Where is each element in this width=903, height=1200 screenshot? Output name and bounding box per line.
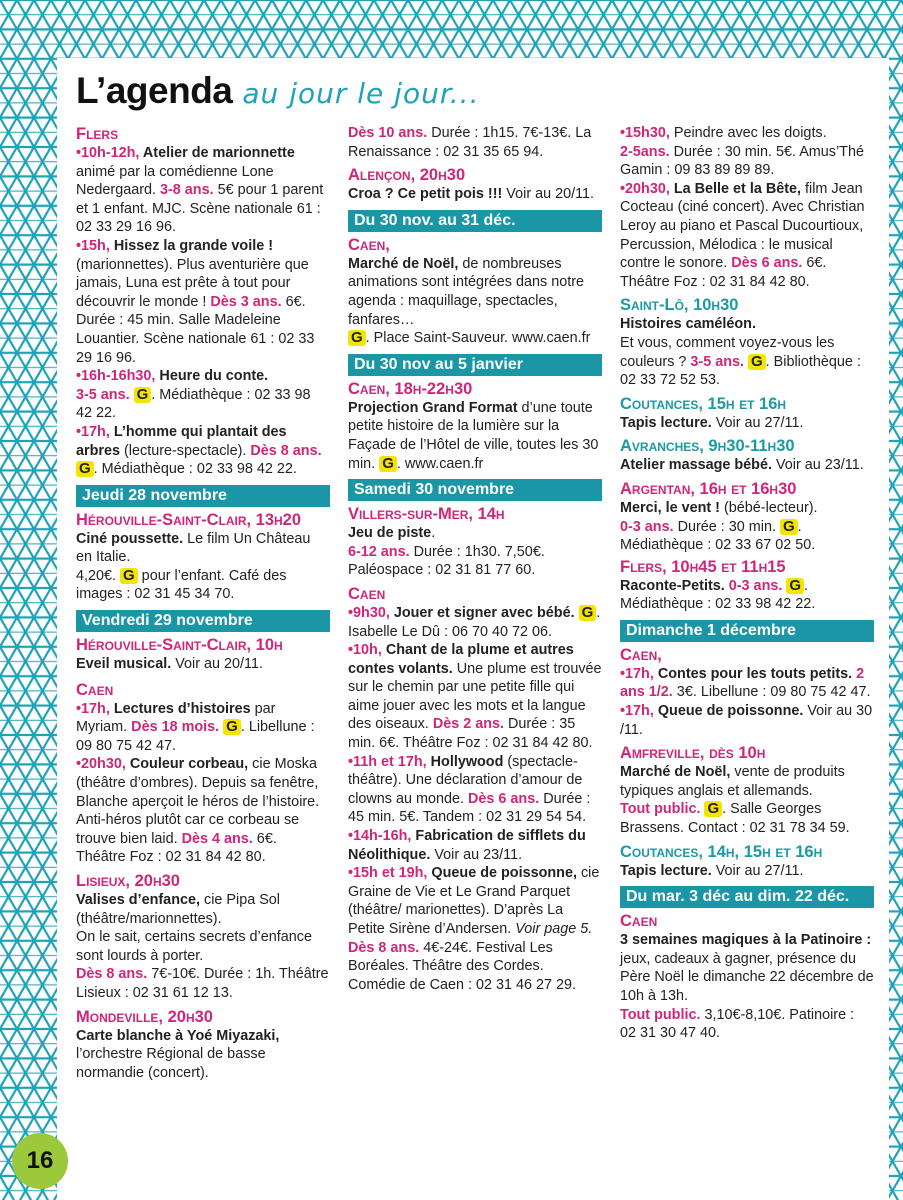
column-1 bbox=[76, 124, 330, 1082]
event-entry: Projection Grand Format d’une toute petite histoire de la lumière sur la Façade de l’Hôtel de ville, toutes les 30 min. G . www.caen.fr bbox=[348, 399, 599, 472]
date-header: Du 30 nov. au 31 déc. bbox=[348, 210, 602, 232]
title-script: au jour le jour... bbox=[242, 77, 480, 110]
event-entry: Carte blanche à Yoé Miyazaki, l’orchestre Régional de basse normandie (concert). bbox=[76, 1027, 280, 1081]
event-entry: •17h, Lectures d’histoires par Myriam. Dès 18 mois. G . Libellune : 09 80 75 42 47. bbox=[76, 700, 315, 754]
date-header: Samedi 30 novembre bbox=[348, 479, 602, 501]
event-entry: •17h, L’homme qui plantait des arbres (lecture-spectacle). Dès 8 ans. G . Médiathèque : 02 33 98 42 22. bbox=[76, 423, 322, 478]
free-badge: G bbox=[348, 330, 366, 346]
city-heading: Caen bbox=[620, 912, 658, 931]
title-main: L’agenda bbox=[76, 70, 233, 111]
column-3 bbox=[620, 124, 874, 1043]
date-header: Dimanche 1 décembre bbox=[620, 620, 874, 642]
event-entry: Valises d’enfance, cie Pipa Sol (théâtre/marionnettes). On le sait, certains secrets d’enfance sont lourds à porter. Dès 8 ans. 7€-10€. Durée : 1h. Théâtre Lisieux : 02 31 61 12 13. bbox=[76, 892, 329, 1001]
page-number: 16 bbox=[12, 1133, 68, 1189]
free-badge: G bbox=[579, 605, 597, 621]
event-entry: •20h30, Couleur corbeau, cie Moska (théâtre d’ombres). Depuis sa fenêtre, Blanche aperçoit le héros de l’histoire. Anti-héros plutôt car ce corbeau se trouve bien laid. Dès 4 ans. 6€. Théâtre Foz : 02 31 84 42 80. bbox=[76, 756, 320, 866]
event-entry: Marché de Noël, vente de produits typiques anglais et allemands. Tout public. G . Salle Georges Brassens. Contact : 02 31 78 34 59. bbox=[620, 764, 850, 837]
event-entry: •15h et 19h, Queue de poissonne, cie Graine de Vie et Le Grand Parquet (théâtre/ marionettes). D’après La Petite Sirène d’Andersen. Voir page 5. Dès 8 ans. 4€-24€. Festival Les Boréales. Théâtre des Cordes. Comédie de Caen : 02 31 46 27 29. bbox=[348, 865, 600, 993]
city-heading: Avranches, 9h30-11h30 bbox=[620, 437, 795, 456]
event-entry: •20h30, La Belle et la Bête, film Jean Cocteau (ciné concert). Avec Christian Leroy au piano et Pascal Ducourtioux, Percussion, Mélodica : le musical contre le sonore. Dès 6 ans. 6€. Théâtre Foz : 02 31 84 42 80. bbox=[620, 180, 865, 290]
page-title bbox=[76, 70, 479, 112]
free-badge: G bbox=[748, 354, 766, 370]
free-badge: G bbox=[223, 719, 241, 735]
event-entry: Merci, le vent ! (bébé-lecteur). 0-3 ans. Durée : 30 min. G . Médiathèque : 02 33 67 02 50. bbox=[620, 499, 818, 554]
city-heading: Amfreville, dès 10h bbox=[620, 744, 766, 763]
free-badge: G bbox=[120, 568, 138, 584]
city-heading: Saint-Lô, 10h30 bbox=[620, 296, 739, 315]
event-entry: Atelier massage bébé. Voir au 23/11. bbox=[620, 457, 864, 474]
city-heading: Coutances, 15h et 16h bbox=[620, 394, 787, 413]
event-entry: •11h et 17h, Hollywood (spectacle-théâtre). Une déclaration d’amour de clowns au monde. Dès 6 ans. Durée : 45 min. 5€. Tandem : 02 31 29 54 54. bbox=[348, 753, 591, 826]
event-entry: •15h30, Peindre avec les doigts. 2-5ans. Durée : 30 min. 5€. Amus’Thé Gamin : 09 83 89 89 89. bbox=[620, 125, 864, 179]
city-heading: Hérouville-Saint-Clair, 10h bbox=[76, 636, 283, 655]
free-badge: G bbox=[76, 461, 94, 477]
city-heading: Caen bbox=[348, 584, 386, 603]
date-header: Du 30 nov au 5 janvier bbox=[348, 354, 602, 376]
event-entry: •9h30, Jouer et signer avec bébé. G . Isabelle Le Dû : 06 70 40 72 06. bbox=[348, 603, 601, 640]
event-entry: •17h, Queue de poissonne. Voir au 30 /11. bbox=[620, 703, 873, 738]
city-heading: Alençon, 20h30 bbox=[348, 166, 466, 185]
city-heading: Villers-sur-Mer, 14h bbox=[348, 505, 505, 524]
city-heading: Caen, bbox=[620, 645, 662, 664]
event-entry: •17h, Contes pour les touts petits. 2 ans 1/2. 3€. Libellune : 09 80 75 42 47. bbox=[620, 665, 871, 701]
event-entry: Tapis lecture. Voir au 27/11. bbox=[620, 862, 804, 879]
city-heading: Mondeville, 20h30 bbox=[76, 1007, 213, 1026]
city-heading: Coutances, 14h, 15h et 16h bbox=[620, 842, 823, 861]
event-entry: Dès 10 ans. Durée : 1h15. 7€-13€. La Renaissance : 02 31 35 65 94. bbox=[348, 125, 592, 160]
event-entry: 3 semaines magiques à la Patinoire : jeux, cadeaux à gagner, présence du Père Noël le dimanche 22 décembre de 10h à 13h. Tout public. 3,10€-8,10€. Patinoire : 02 31 30 47 40. bbox=[620, 932, 874, 1042]
date-header: Vendredi 29 novembre bbox=[76, 610, 330, 632]
event-entry: •10h-12h, Atelier de marionnette animé par la comédienne Lone Nedergaard. 3-8 ans. 5€ pour 1 parent et 1 enfant. MJC. Scène nationale 61 : 02 33 29 16 96. bbox=[76, 145, 324, 236]
city-heading: Flers, 10h45 et 11h15 bbox=[620, 557, 786, 576]
event-entry: Tapis lecture. Voir au 27/11. bbox=[620, 414, 804, 431]
event-entry: Croa ? Ce petit pois !!! Voir au 20/11. bbox=[348, 186, 595, 203]
city-heading: Caen, 18h-22h30 bbox=[348, 379, 473, 398]
event-entry: •14h-16h, Fabrication de sifflets du Néolithique. Voir au 23/11. bbox=[348, 828, 586, 863]
event-entry: •16h-16h30, Heure du conte. 3-5 ans. G . Médiathèque : 02 33 98 42 22. bbox=[76, 368, 311, 422]
event-entry: •15h, Hissez la grande voile ! (marionnettes). Plus aventurière que jamais, Luna est prête à tout pour découvrir le monde ! Dès 3 ans. 6€. Durée : 45 min. Salle Madeleine Louantier. Scène nationale 61 : 02 33 29 16 96. bbox=[76, 237, 315, 366]
free-badge: G bbox=[379, 456, 397, 472]
free-badge: G bbox=[780, 519, 798, 535]
city-heading: Caen, bbox=[348, 235, 390, 254]
event-entry: Jeu de piste. 6-12 ans. Durée : 1h30. 7,50€. Paléospace : 02 31 81 77 60. bbox=[348, 525, 545, 579]
event-entry: Marché de Noël, de nombreuses animations sont intégrées dans notre agenda : maquillage, spectacles, fanfares… G . Place Saint-Sauveur. www.caen.fr bbox=[348, 255, 591, 347]
event-entry: Histoires caméléon. Et vous, comment voyez-vous les couleurs ? 3-5 ans. G . Bibliothèque : 02 33 72 52 53. bbox=[620, 316, 861, 389]
free-badge: G bbox=[134, 387, 152, 403]
city-heading: Caen bbox=[76, 680, 114, 699]
event-entry: Ciné poussette. Le film Un Château en Italie. 4,20€. G pour l’enfant. Café des images : 02 31 45 34 70. bbox=[76, 530, 311, 603]
city-heading: Argentan, 16h et 16h30 bbox=[620, 479, 797, 498]
date-header: Du mar. 3 déc au dim. 22 déc. bbox=[620, 886, 874, 908]
event-entry: Eveil musical. Voir au 20/11. bbox=[76, 656, 263, 673]
city-heading: Lisieux, 20h30 bbox=[76, 872, 180, 890]
free-badge: G bbox=[786, 578, 804, 594]
event-entry: •10h, Chant de la plume et autres contes volants. Une plume est trouvée sur le chemin par une petite fille qui aime jouer avec les mots et la langue des oiseaux. Dès 2 ans. Durée : 35 min. 6€. Théâtre Foz : 02 31 84 42 80. bbox=[348, 642, 602, 752]
date-header: Jeudi 28 novembre bbox=[76, 485, 330, 507]
city-heading: Flers bbox=[76, 125, 119, 143]
event-entry: Raconte-Petits. 0-3 ans. G . Médiathèque : 02 33 98 42 22. bbox=[620, 576, 816, 613]
free-badge: G bbox=[704, 801, 722, 817]
city-heading: Hérouville-Saint-Clair, 13h20 bbox=[76, 510, 302, 529]
column-2 bbox=[348, 124, 602, 994]
